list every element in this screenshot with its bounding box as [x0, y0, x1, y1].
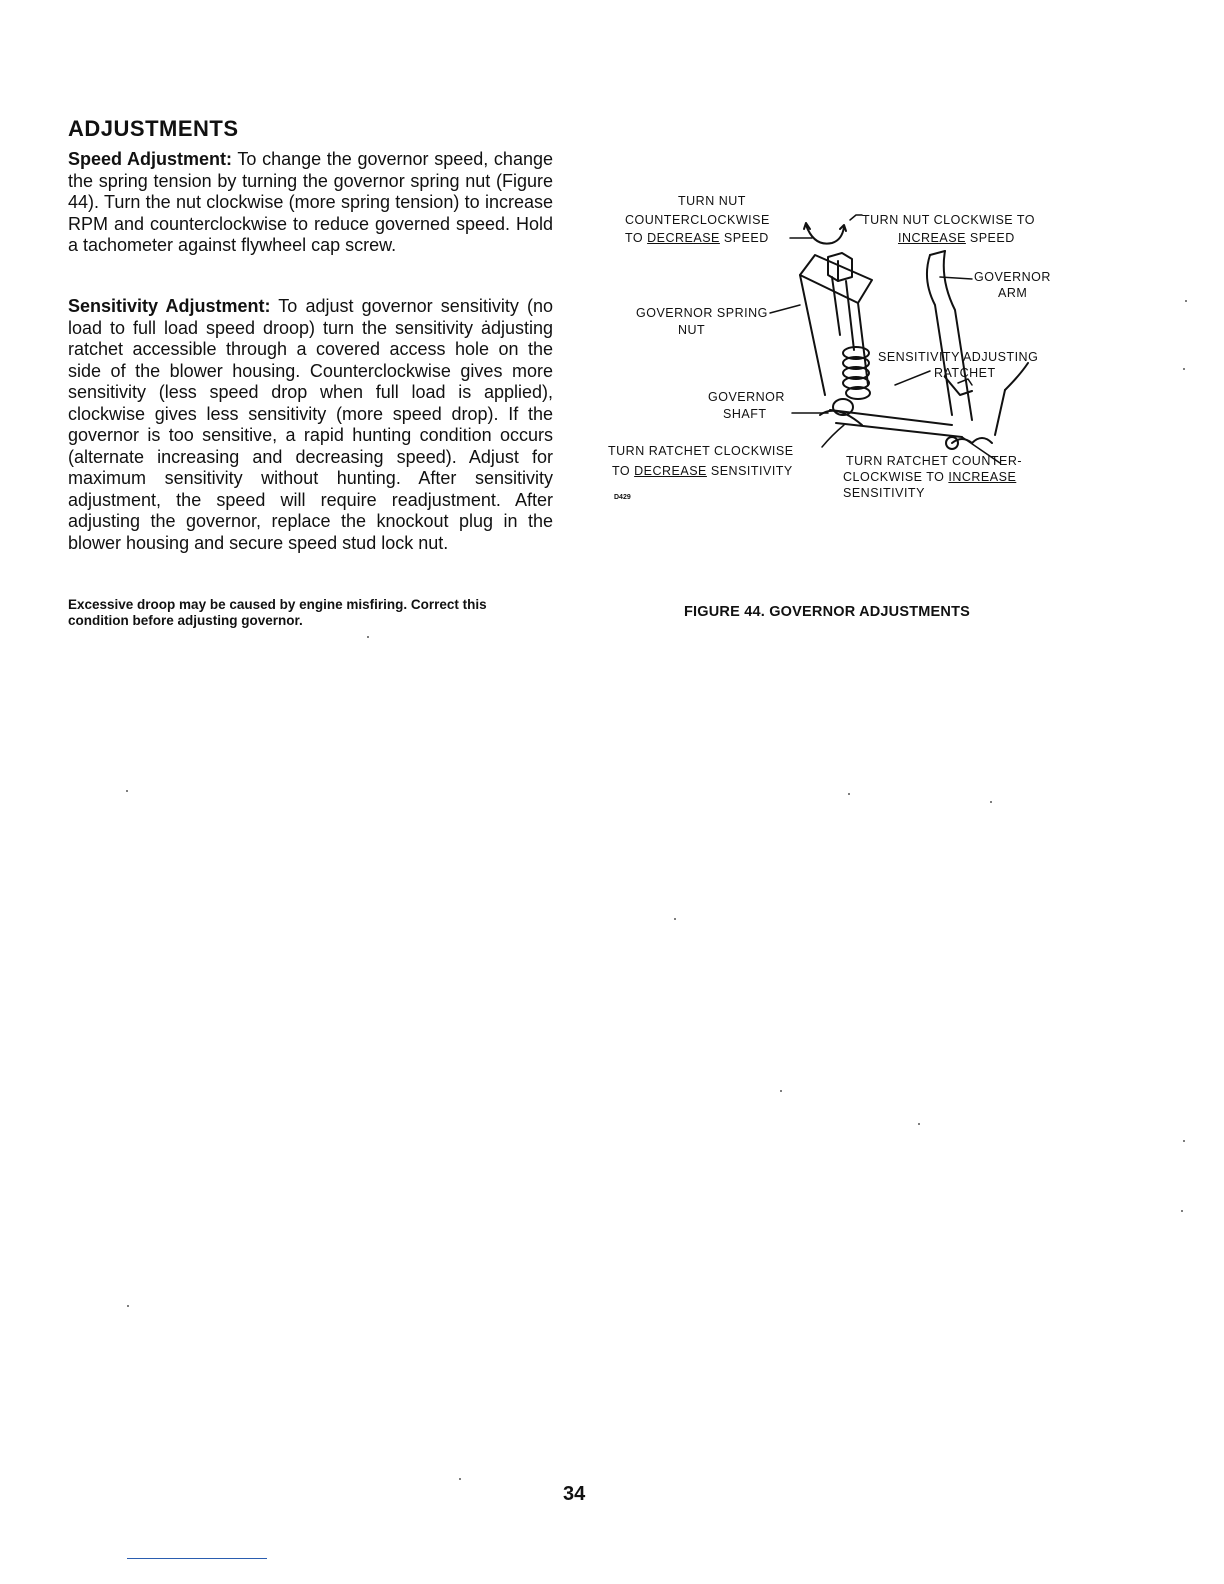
- label-decrease-speed-decrease: DECREASE: [647, 231, 720, 245]
- label-governor-arm-2: ARM: [998, 286, 1028, 300]
- label-increase-sensitivity-increase: INCREASE: [948, 470, 1017, 484]
- figure-caption: FIGURE 44. GOVERNOR ADJUSTMENTS: [684, 604, 971, 620]
- label-ratchet-counter: TURN RATCHET COUNTER-: [846, 454, 1023, 468]
- label-decrease-sensitivity-to: TO: [612, 464, 635, 478]
- scan-speck: [127, 1305, 129, 1307]
- bottom-rule: [127, 1558, 267, 1559]
- label-decrease-speed: [625, 230, 769, 246]
- section-heading: ADJUSTMENTS: [68, 116, 239, 141]
- label-governor-shaft-1: GOVERNOR: [708, 390, 785, 404]
- droop-note: [68, 597, 568, 628]
- scan-speck: [918, 1123, 920, 1125]
- page-number: 34: [563, 1483, 586, 1505]
- scan-speck: [674, 918, 676, 920]
- governor-figure: [600, 185, 1080, 515]
- label-increase-sensitivity-clockwise-to: CLOCKWISE TO: [843, 470, 949, 484]
- droop-note-line-2: condition before adjusting governor.: [68, 612, 303, 628]
- label-governor-spring-nut-1: GOVERNOR SPRING: [636, 306, 768, 320]
- scan-speck: [126, 790, 128, 792]
- label-decrease-speed-speed: SPEED: [719, 231, 769, 245]
- label-increase-sensitivity: [843, 469, 1016, 485]
- label-decrease-sensitivity-sensitivity: SENSITIVITY: [706, 464, 793, 478]
- sensitivity-adjustment-lead: Sensitivity Adjustment:: [68, 296, 271, 316]
- figure-code: D429: [614, 494, 631, 501]
- label-turn-nut-clockwise: TURN NUT CLOCKWISE TO: [862, 213, 1036, 227]
- scan-speck: [1185, 300, 1187, 302]
- label-decrease-speed-to: TO: [625, 231, 648, 245]
- label-increase-speed-speed: SPEED: [965, 231, 1015, 245]
- scan-speck: [1183, 368, 1185, 370]
- scan-speck: [990, 801, 992, 803]
- scan-speck: [848, 793, 850, 795]
- label-governor-arm-1: GOVERNOR: [974, 270, 1051, 284]
- scan-speck: [1181, 1210, 1183, 1212]
- label-governor-spring-nut-2: NUT: [678, 323, 706, 337]
- label-increase-sensitivity-3: SENSITIVITY: [843, 486, 925, 500]
- scan-speck: [367, 636, 369, 638]
- scan-speck: [459, 1478, 461, 1480]
- sensitivity-adjustment-paragraph: [68, 296, 553, 554]
- label-turn-nut: TURN NUT: [678, 194, 746, 208]
- label-governor-shaft-2: SHAFT: [723, 407, 767, 421]
- label-sensitivity-ratchet-1: SENSITIVITY ADJUSTING: [878, 350, 1039, 364]
- label-decrease-sensitivity-decrease: DECREASE: [634, 464, 707, 478]
- label-increase-speed-increase: INCREASE: [898, 231, 966, 245]
- label-increase-speed: [898, 230, 1015, 246]
- speed-adjustment-lead: Speed Adjustment:: [68, 149, 233, 169]
- scan-speck: [1183, 1140, 1185, 1142]
- speed-adjustment-paragraph: [68, 149, 553, 257]
- sensitivity-adjustment-text: To adjust governor sensitivity (no load to full load speed droop) turn the sensitivity ȧdjusting ratchet accessible through a covered access hole on the side of the blower housing. Counterclockwise gives more sensitivity (less speed drop when full load is applied), clockwise gives less sensitivity (more speed drop). If the governor is too sensitive, a rapid hunting condition occurs (alternate increasing and decreasing speed). Adjust for maximum sensitivity without hunting. After sensitivity adjustment, the speed will require readjustment. After adjusting the governor, replace the knockout plug in the blower housing and secure speed stud lock nut.: [68, 296, 553, 553]
- label-ratchet-clockwise: TURN RATCHET CLOCKWISE: [608, 444, 794, 458]
- speed-adjustment-text: To change the governor speed, change the spring tension by turning the governor spring nut (Figure 44). Turn the nut clockwise (more spring tension) to increase RPM and counterclockwise to reduce governed speed. Hold a tachometer against flywheel cap screw.: [68, 149, 553, 255]
- label-sensitivity-ratchet-2: RATCHET: [934, 366, 996, 380]
- droop-note-line-1: Excessive droop may be caused by engine misfiring. Correct this: [68, 597, 487, 612]
- label-counterclockwise: COUNTERCLOCKWISE: [625, 213, 770, 227]
- scan-speck: [780, 1090, 782, 1092]
- label-decrease-sensitivity: [612, 463, 793, 479]
